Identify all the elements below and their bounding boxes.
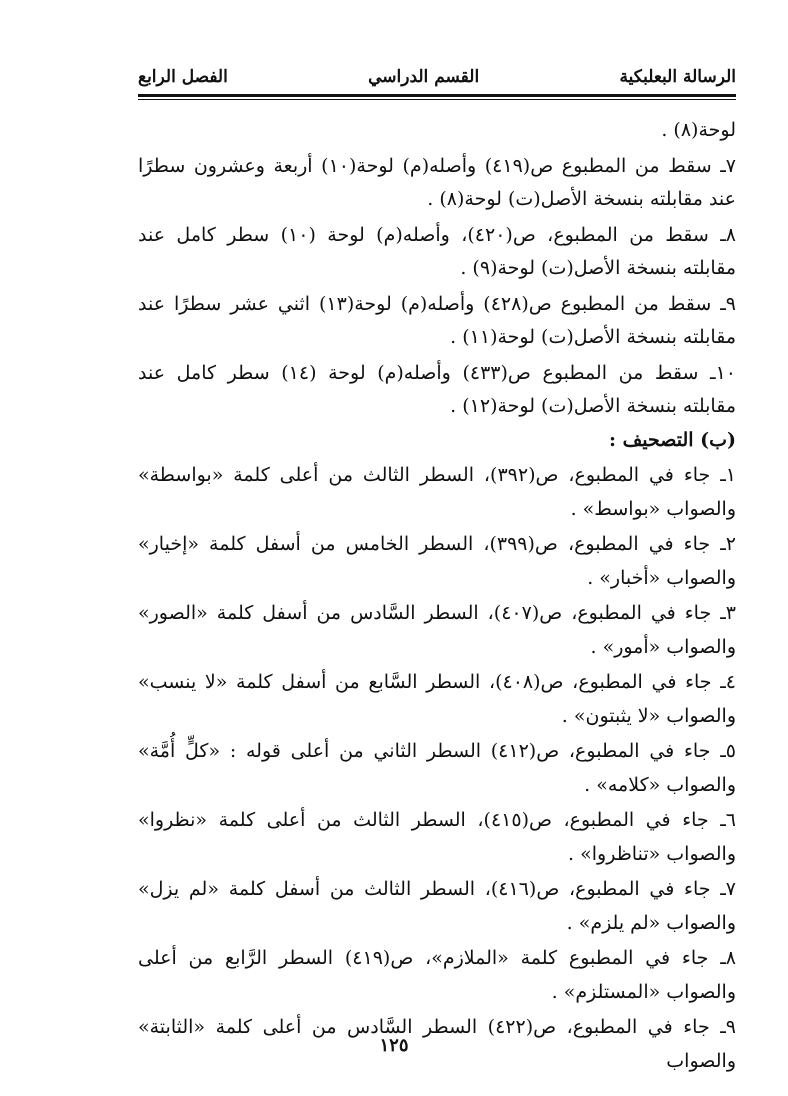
list-item: ٣ـ جاء في المطبوع، ص(٤٠٧)، السطر السَّادس من أسفل كلمة «الصور» والصواب «أمور» . [138, 602, 736, 658]
text-line: لوحة(٨) . [661, 119, 736, 141]
list-item: ٧ـ سقط من المطبوع ص(٤١٩) وأصله(م) لوحة(١٠) أربعة وعشرون سطرًا عند مقابلته بنسخة الأصل(ت) لوحة(٨) . [138, 154, 737, 210]
list-item: ٩ـ سقط من المطبوع ص(٤٢٨) وأصله(م) لوحة(١٣) اثني عشر سطرًا عند مقابلته بنسخة الأصل(ت) لوحة(١١) . [138, 292, 737, 348]
list-item: ١ـ جاء في المطبوع، ص(٣٩٢)، السطر الثالث من أعلى كلمة «بواسطة» والصواب «بواسط» . [138, 464, 736, 520]
list-item: ٨ـ سقط من المطبوع، ص(٤٢٠)، وأصله(م) لوحة (١٠) سطر كامل عند مقابلته بنسخة الأصل(ت) لوحة(٩) . [138, 223, 737, 279]
list-item: ٧ـ جاء في المطبوع، ص(٤١٦)، السطر الثالث من أسفل كلمة «لم يزل» والصواب «لم يلزم» . [138, 878, 736, 934]
list-item: ٨ـ جاء في المطبوع كلمة «الملازم»، ص(٤١٩) السطر الرَّابع من أعلى والصواب «المستلزم» . [138, 947, 736, 1003]
body-text [138, 114, 736, 1078]
list-item: ٢ـ جاء في المطبوع، ص(٣٩٩)، السطر الخامس من أسفل كلمة «إخيار» والصواب «أخبار» . [138, 533, 736, 589]
section-heading: (ب) التصحيف : [608, 428, 736, 451]
page-number: ١٢٥ [379, 1035, 409, 1056]
list-item: ٦ـ جاء في المطبوع، ص(٤١٥)، السطر الثالث من أعلى كلمة «نظروا» والصواب «تناظروا» . [138, 809, 737, 865]
running-header [138, 64, 736, 90]
header-rule-thick [138, 94, 736, 97]
list-item: ٥ـ جاء في المطبوع، ص(٤١٢) السطر الثاني من أعلى قوله : «كلٍّ أُمَّة» والصواب «كلامه» . [138, 740, 736, 796]
header-book-title: الرسالة البعلبكية [619, 67, 736, 87]
header-section-title: القسم الدراسي [368, 67, 480, 87]
header-rule-thin [138, 99, 736, 100]
list-item: ١٠ـ سقط من المطبوع ص(٤٣٣) وأصله(م) لوحة (١٤) سطر كامل عند مقابلته بنسخة الأصل(ت) لوحة(١٢) . [138, 361, 736, 417]
list-item: ٤ـ جاء في المطبوع، ص(٤٠٨)، السطر السَّابع من أسفل كلمة «لا ينسب» والصواب «لا يثبتون» . [138, 671, 736, 727]
header-chapter-title: الفصل الرابع [138, 67, 228, 87]
list-item: ٩ـ جاء في المطبوع، ص(٤٢٢) السطر السَّادس من أعلى كلمة «الثابتة» والصواب [138, 1016, 737, 1072]
